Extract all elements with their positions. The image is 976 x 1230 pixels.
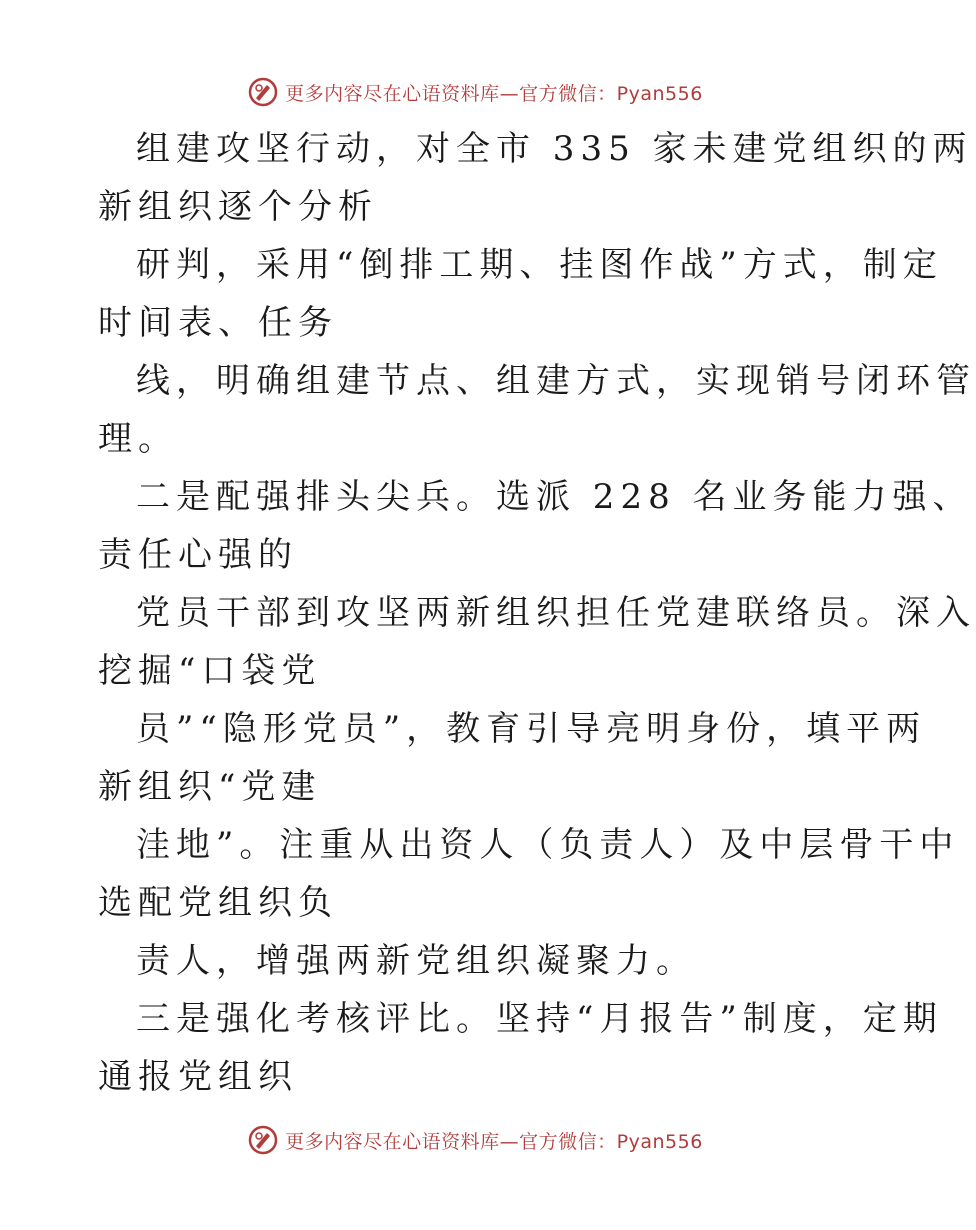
header-watermark-banner xyxy=(0,72,950,112)
banner-text: 更多内容尽在心语资料库—官方微信：Pyan556 xyxy=(285,82,703,105)
text-line: 党员干部到攻坚两新组织担任党建联络员。深入 xyxy=(136,593,976,633)
text-line: 三是强化考核评比。坚持“月报告”制度，定期 xyxy=(136,999,943,1039)
text-line: 挖掘“口袋党 xyxy=(98,651,322,691)
text-line: 责人，增强两新党组织凝聚力。 xyxy=(136,941,696,981)
text-line: 洼地”。注重从出资人（负责人）及中层骨干中 xyxy=(136,825,960,865)
text-line: 责任心强的 xyxy=(98,535,298,575)
text-line: 新组织逐个分析 xyxy=(98,187,378,227)
text-line: 研判，采用“倒排工期、挂图作战”方式，制定 xyxy=(136,245,943,285)
document-body xyxy=(98,120,976,1106)
text-line: 通报党组织 xyxy=(98,1057,298,1097)
footer-watermark-banner xyxy=(0,1120,950,1160)
text-line: 理。 xyxy=(98,419,178,459)
text-line: 组建攻坚行动，对全市 335 家未建党组织的两 xyxy=(136,129,973,169)
text-line: 新组织“党建 xyxy=(98,767,322,807)
text-line: 员”“隐形党员”，教育引导亮明身份，填平两 xyxy=(136,709,927,749)
text-line: 时间表、任务 xyxy=(98,303,338,343)
logo-icon xyxy=(247,76,279,108)
logo-icon xyxy=(247,1124,279,1156)
text-line: 选配党组织负 xyxy=(98,883,338,923)
text-line: 线，明确组建节点、组建方式，实现销号闭环管 xyxy=(136,361,976,401)
text-line: 二是配强排头尖兵。选派 228 名业务能力强、 xyxy=(136,477,973,517)
banner-text: 更多内容尽在心语资料库—官方微信：Pyan556 xyxy=(285,1130,703,1153)
